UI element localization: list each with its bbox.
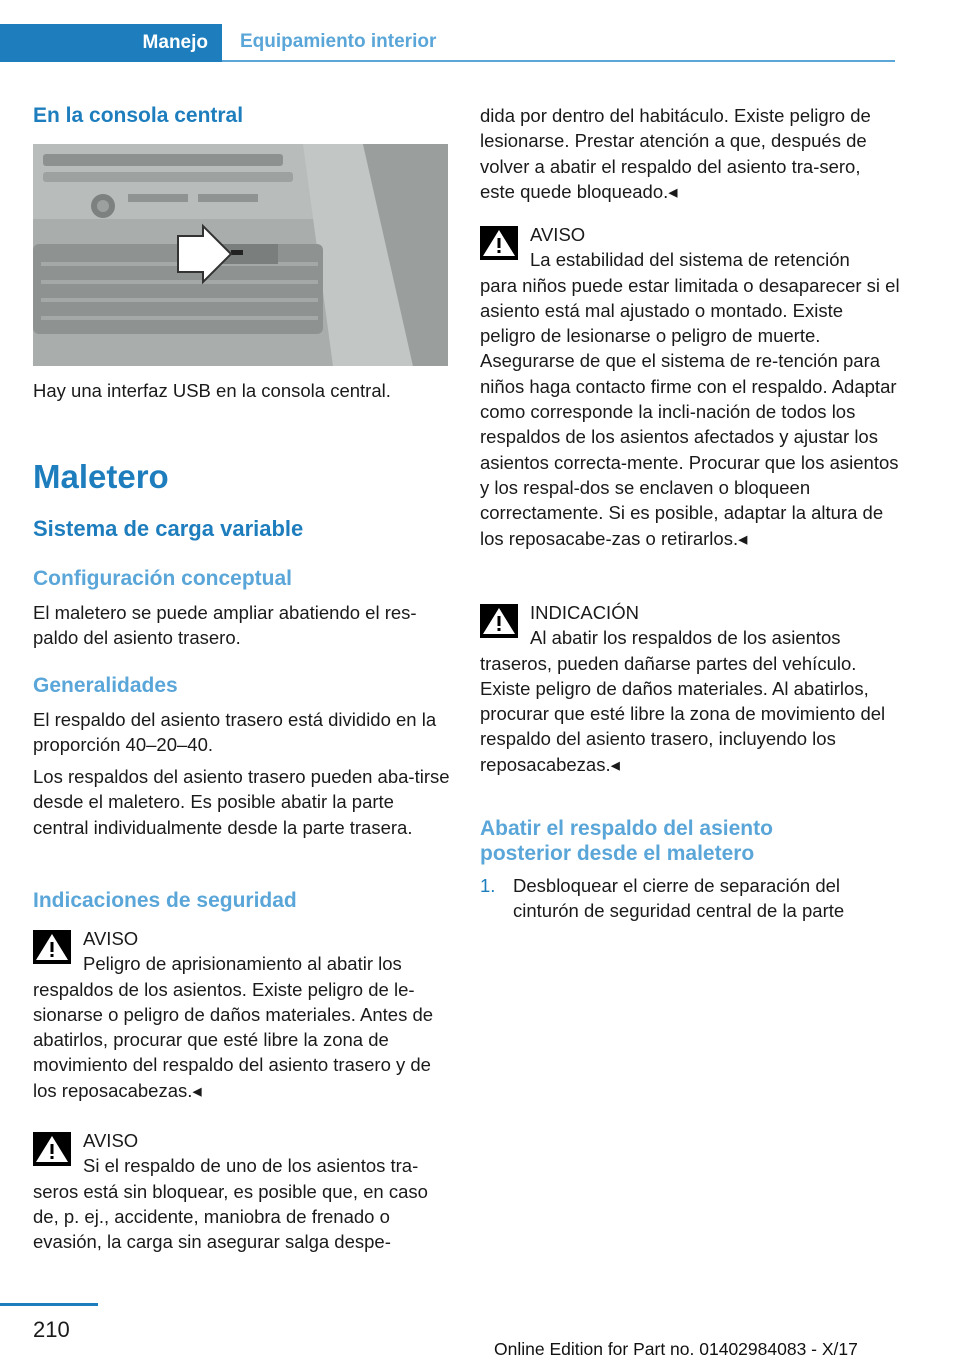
warning-block-1 xyxy=(33,926,453,1103)
step-1 xyxy=(480,873,900,924)
warning-3-text: para niños puede estar limitada o desaparecer si el asiento está mal ajustado o montado. Existe peligro de lesionarse o peligro de muerte. Asegurarse de que el sistema de re-tención para niños haga contacto firme con el respaldo. Adaptar como corresponde la incli-nación de todos los respaldos de los asientos afectados y ajustar los asientos correcta-mente. Procurar que los asientos y los respal-dos se enclaven o bloqueen correctamente. Si es posible, adaptar la altura de los reposacabe-zas o retirarlos.◂ xyxy=(480,274,900,549)
warning-4-first-line: Al abatir los respaldos de los asientos xyxy=(530,627,841,649)
section-title: Maletero xyxy=(33,458,169,495)
warning-2-text: seros está sin bloquear, es posible que, en caso de, p. ej., accidente, maniobra de frenado o evasión, la carga sin asegurar salga despe- xyxy=(33,1180,428,1253)
warning-1-title: AVISO xyxy=(83,928,139,949)
photo-caption: Hay una interfaz USB en la consola central. xyxy=(33,380,391,401)
warning-3-title: AVISO xyxy=(530,224,586,245)
console-usb-photo xyxy=(33,144,448,366)
warning-1-text: respaldos de los asientos. Existe peligro de le-sionarse o peligro de daños materiales. Antes de abatirlos, procurar que esté libre la zona de movimiento del respaldo del asiento trasero y de los reposacabezas.◂ xyxy=(33,978,434,1101)
concept-heading: Configuración conceptual xyxy=(33,567,293,590)
edition-footer: Online Edition for Part no. 01402984083 - X/17 xyxy=(494,1339,858,1359)
console-heading: En la consola central xyxy=(33,104,244,127)
warning-triangle-icon xyxy=(480,226,518,260)
sub-title: Sistema de carga variable xyxy=(33,516,304,541)
warning-triangle-icon xyxy=(33,1132,71,1166)
footer-accent-bar xyxy=(0,1303,98,1306)
step-1-number: 1. xyxy=(480,875,496,896)
safety-heading: Indicaciones de seguridad xyxy=(33,889,297,912)
warning-3-first-line: La estabilidad del sistema de retención xyxy=(530,249,850,271)
general-heading: Generalidades xyxy=(33,674,178,697)
warning-4-title: INDICACIÓN xyxy=(530,602,639,623)
warning-4-text: traseros, pueden dañarse partes del vehículo. Existe peligro de daños materiales. Al abatirlos, procurar que esté libre la zona de movimiento del respaldo del asiento trasero, incluyendo los reposacabezas.◂ xyxy=(480,652,886,775)
header-bar xyxy=(0,0,895,62)
warning-1-first-line: Peligro de aprisionamiento al abatir los xyxy=(83,953,402,975)
warning-block-3 xyxy=(480,222,900,551)
continued-text: dida por dentro del habitáculo. Existe peligro de lesionarse. Prestar atención a que, después de volver a abatir el respaldo del asiento tra-sero, este quede bloqueado.◂ xyxy=(480,105,871,202)
warning-block-2 xyxy=(33,1128,453,1254)
warning-triangle-icon xyxy=(33,930,71,964)
general-paragraph-2: Los respaldos del asiento trasero pueden aba-tirse desde el maletero. Es posible abatir la parte central individualmente desde la parte trasera. xyxy=(33,766,450,838)
page-number: 210 xyxy=(33,1317,70,1342)
concept-text: El maletero se puede ampliar abatiendo el res-paldo del asiento trasero. xyxy=(33,602,417,649)
tab-equipamiento-interior[interactable]: Equipamiento interior xyxy=(222,24,895,62)
warning-2-first-line: Si el respaldo de uno de los asientos tra- xyxy=(83,1155,419,1177)
warning-2-title: AVISO xyxy=(83,1130,139,1151)
step-1-text: Desbloquear el cierre de separación del cinturón de seguridad central de la parte xyxy=(513,875,845,922)
tab-manejo[interactable]: Manejo xyxy=(0,24,222,62)
warning-block-4 xyxy=(480,600,900,777)
warning-triangle-icon xyxy=(480,604,518,638)
general-paragraph-1: El respaldo del asiento trasero está dividido en la proporción 40–20–40. xyxy=(33,709,437,756)
fold-heading: Abatir el respaldo del asiento posterior desde el maletero xyxy=(480,817,773,865)
